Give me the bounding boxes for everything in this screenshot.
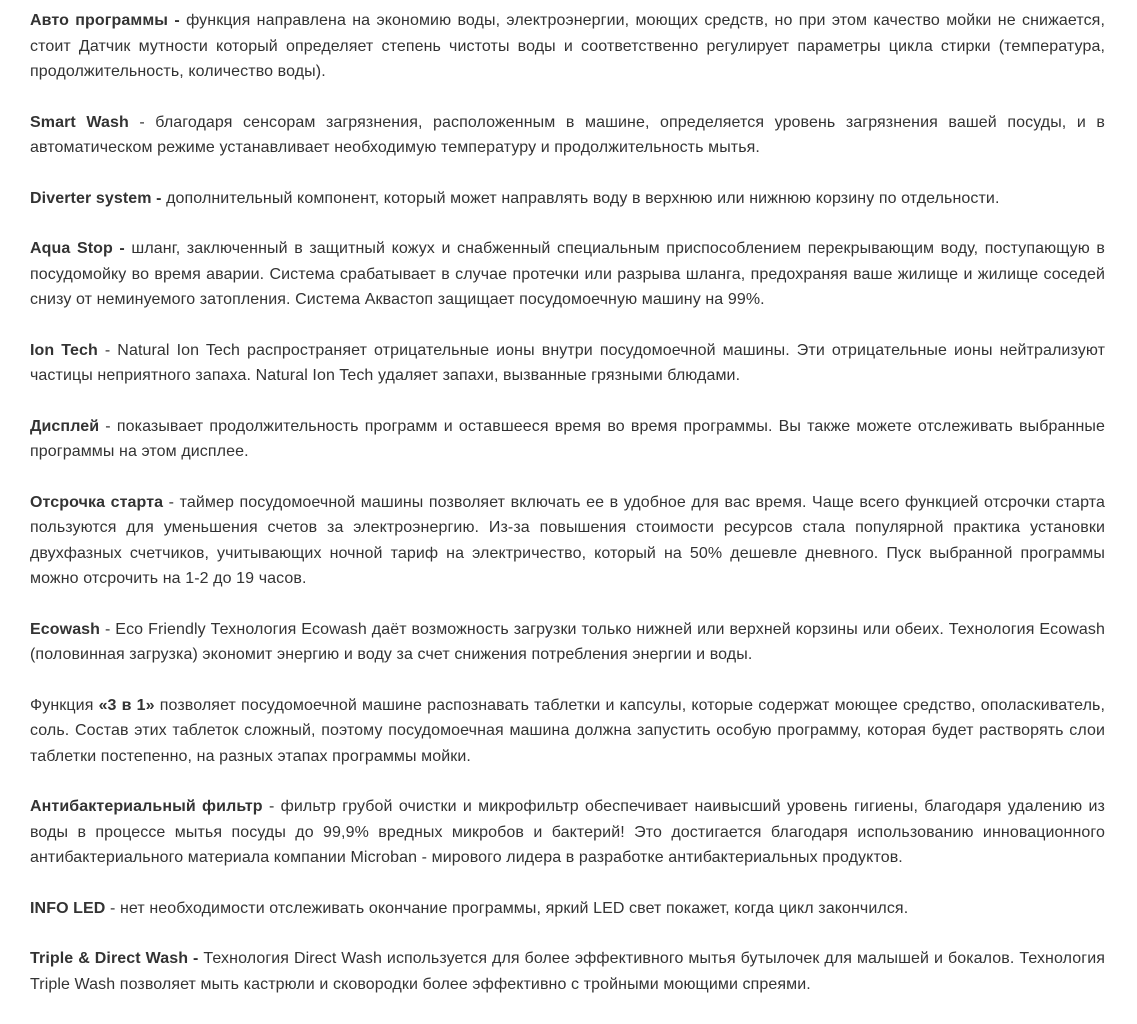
feature-description: - фильтр грубой очистки и микрофильтр обеспечивает наивысший уровень гигиены, благодаря удалению из воды в процессе мытья посуды до 99,9% вредных микробов и бактерий! Это достигается благодаря использованию инновационного антибактериального материала компании Microban - мирового лидера в разработке антибактериальных продуктов. (30, 798, 1105, 866)
feature-description: - показывает продолжительность программ и оставшееся время во время программы. Вы также можете отслеживать выбранные программы на этом дисплее. (30, 417, 1105, 460)
feature-ion-tech (30, 338, 1105, 389)
feature-3-in-1 (30, 693, 1105, 770)
feature-term: Diverter system - (30, 189, 167, 207)
feature-term: Авто программы - (30, 12, 187, 29)
feature-term: Triple & Direct Wash - (30, 950, 204, 967)
feature-term: Ion Tech (30, 341, 98, 359)
feature-term: Дисплей (30, 417, 100, 435)
feature-delayed-start (30, 490, 1105, 592)
feature-description: функция направлена на экономию воды, электроэнергии, моющих средств, но при этом качество мойки не снижается, стоит Датчик мутности который определяет степень чистоты воды и соответственно регулирует параметры цикла стирки (температура, продолжительность, количество воды). (30, 12, 1105, 80)
feature-term: Smart Wash (30, 113, 129, 131)
feature-term: Антибактериальный фильтр (30, 798, 263, 815)
feature-term: «3 в 1» (98, 696, 155, 714)
feature-description: - благодаря сенсорам загрязнения, расположенным в машине, определяется уровень загрязнения вашей посуды, и в автоматическом режиме устанавливает необходимую температуру и продолжительность мытья. (30, 113, 1105, 156)
feature-triple-direct-wash (30, 946, 1105, 997)
feature-term: Ecowash (30, 620, 101, 638)
feature-term: Отсрочка старта (30, 493, 164, 511)
feature-ecowash (30, 617, 1105, 668)
feature-term: INFO LED (30, 899, 106, 917)
feature-antibacterial-filter (30, 794, 1105, 871)
feature-description: - Eco Friendly Технология Ecowash даёт возможность загрузки только нижней или верхней корзины или обеих. Технология Ecowash (половинная загрузка) экономит энергию и воду за счет снижения потребления энергии и воды. (30, 620, 1105, 663)
feature-description: - таймер посудомоечной машины позволяет включать ее в удобное для вас время. Чаще всего функцией отсрочки старта пользуются для уменьшения счетов за электроэнергию. Из-за повышения стоимости ресурсов стала популярной практика установки двухфазных счетчиков, учитывающих ночной тариф на электричество, который на 50% дешевле дневного. Пуск выбранной программы можно отсрочить на 1-2 до 19 часов. (30, 493, 1106, 587)
feature-description: дополнительный компонент, который может направлять воду в верхнюю или нижнюю корзину по отдельности. (166, 189, 1000, 207)
feature-description: - Natural Ion Tech распространяет отрицательные ионы внутри посудомоечной машины. Эти отрицательные ионы нейтрализуют частицы неприятного запаха. Natural Ion Tech удаляет запахи, вызванные грязными блюдами. (30, 341, 1105, 384)
feature-info-led (30, 896, 1105, 922)
feature-auto-programs (30, 8, 1105, 85)
feature-term: Aqua Stop - (30, 240, 132, 257)
feature-description: Технология Direct Wash используется для более эффективного мытья бутылочек для малышей и бокалов. Технология Triple Wash позволяет мыть кастрюли и сковородки более эффективно с тройными моющими спреями. (30, 950, 1105, 993)
feature-aqua-stop (30, 236, 1105, 313)
feature-description: позволяет посудомоечной машине распознавать таблетки и капсулы, которые содержат моющее средство, ополаскиватель, соль. Состав этих таблеток сложный, поэтому посудомоечная машина должна запустить особую программу, которая будет растворять слои таблетки постепенно, на разных этапах программы мойки. (30, 696, 1105, 765)
feature-smart-wash (30, 110, 1105, 161)
feature-description: - нет необходимости отслеживать окончание программы, яркий LED свет покажет, когда цикл закончился. (105, 899, 909, 917)
feature-pre-text: Функция (30, 696, 99, 714)
feature-description: шланг, заключенный в защитный кожух и снабженный специальным приспособлением перекрывающим воду, поступающую в посудомойку во время аварии. Система срабатывает в случае протечки или разрыва шланга, предохраняя ваше жилище и жилище соседей снизу от неминуемого затопления. Система Аквастоп защищает посудомоечную машину на 99%. (30, 240, 1105, 308)
feature-display (30, 414, 1105, 465)
feature-diverter-system (30, 186, 1105, 212)
